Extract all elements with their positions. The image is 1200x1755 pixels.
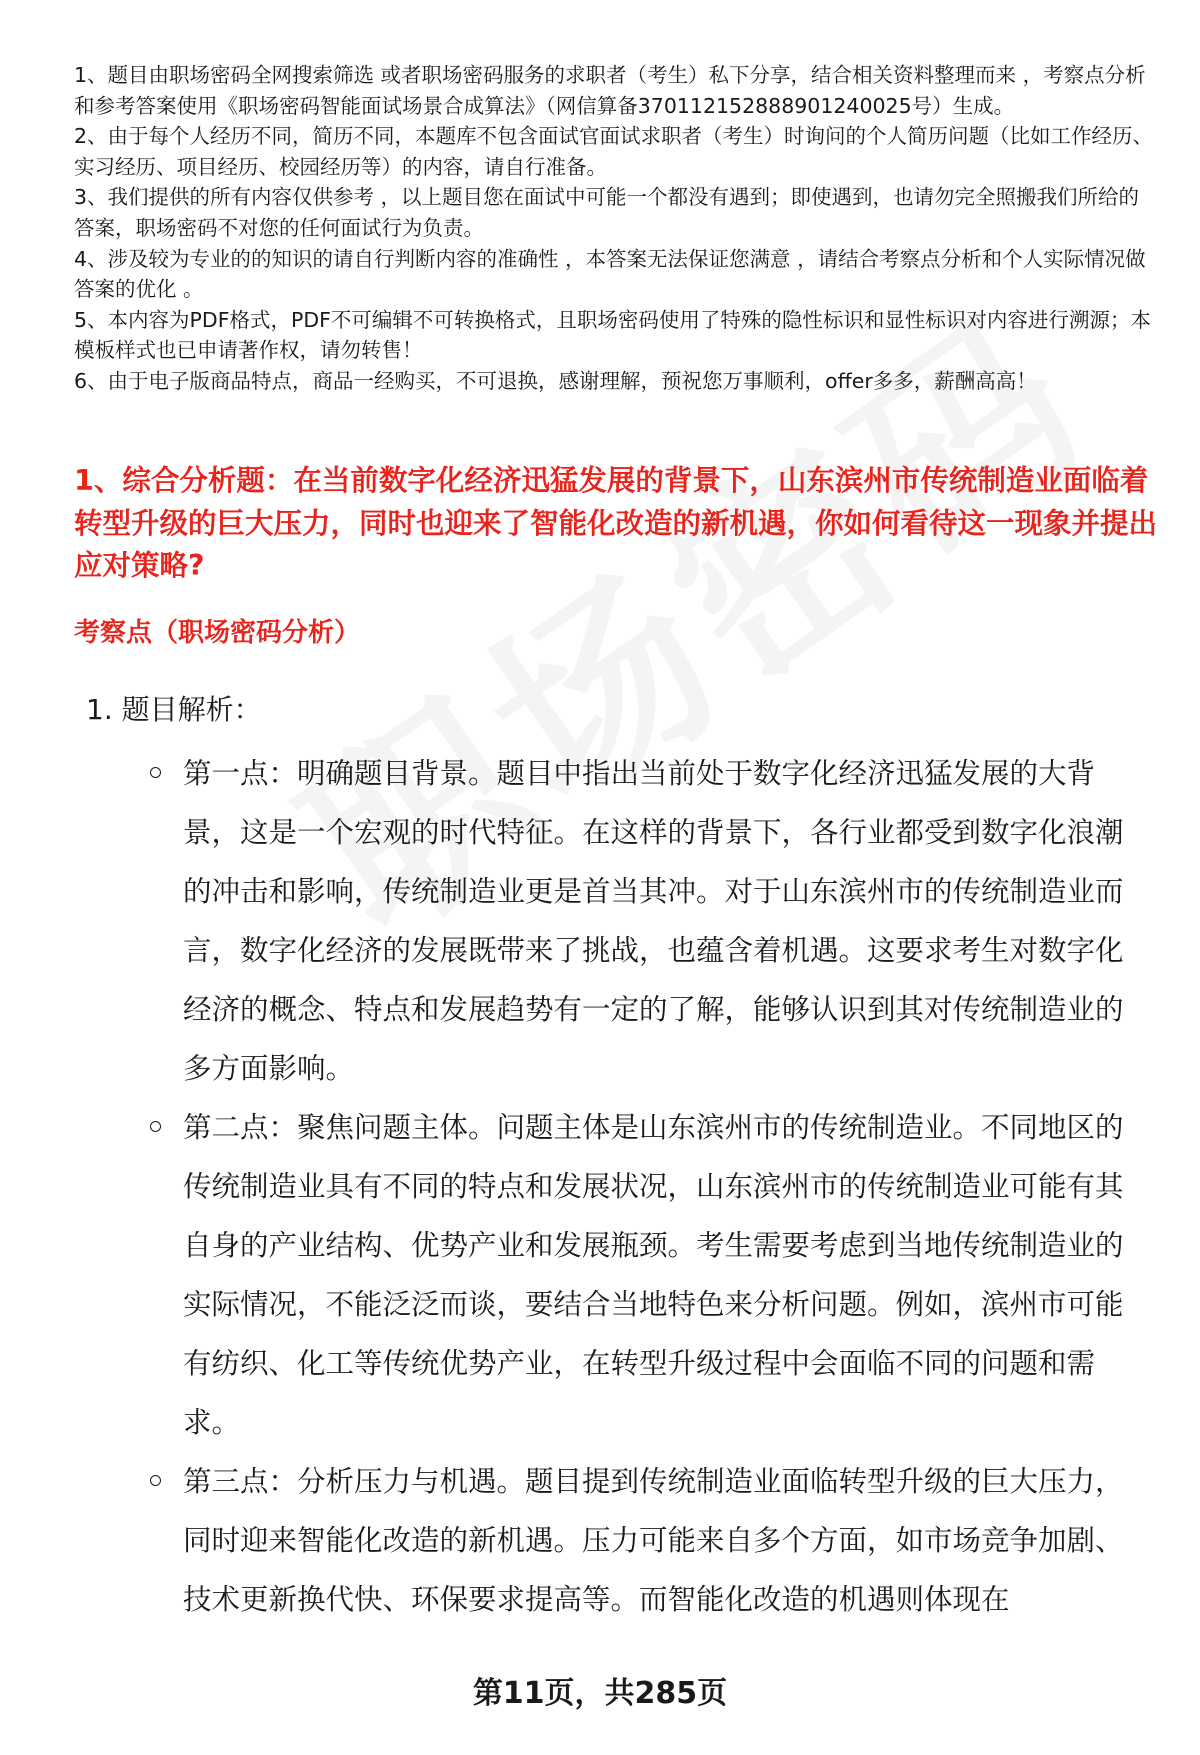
disclaimer-notes [74,60,1154,397]
note-6: 6、由于电子版商品特点，商品一经购买，不可退换，感谢理解，预祝您万事顺利，offer多多，薪酬高高！ [74,368,1037,393]
bullet-text-1: 第一点：明确题目背景。题目中指出当前处于数字化经济迅猛发展的大背景，这是一个宏观的时代特征。在这样的背景下，各行业都受到数字化浪潮的冲击和影响，传统制造业更是首当其冲。对于山东滨州市的传统制造业而言，数字化经济的发展既带来了挑战，也蕴含着机遇。这要求考生对数字化经济的概念、特点和发展趋势有一定的了解，能够认识到其对传统制造业的多方面影响。 [183,757,1124,1085]
bullet-item-1 [148,744,1148,1098]
list-item-heading: 1. 题目解析： [86,693,262,726]
circle-bullet-icon [150,767,161,778]
circle-bullet-icon [150,1475,161,1486]
section-heading: 考察点（职场密码分析） [74,618,361,648]
note-3: 3、我们提供的所有内容仅供参考 ，以上题目您在面试中可能一个都没有遇到；即使遇到，也请勿完全照搬我们所给的答案，职场密码不对您的任何面试行为负责。 [74,185,1140,240]
analysis-bullets [148,744,1148,1629]
note-2: 2、由于每个人经历不同，简历不同，本题库不包含面试官面试求职者（考生）时询问的个人简历问题（比如工作经历、实习经历、项目经历、校园经历等）的内容，请自行准备。 [74,124,1154,179]
note-4: 4、涉及较为专业的的知识的请自行判断内容的准确性 ，本答案无法保证您满意 ，请结合考察点分析和个人实际情况做答案的优化 。 [74,246,1146,302]
question-title: 1、综合分析题：在当前数字化经济迅猛发展的背景下，山东滨州市传统制造业面临着转型升级的巨大压力，同时也迎来了智能化改造的新机遇，你如何看待这一现象并提出应对策略? [74,464,1158,582]
bullet-text-2: 第二点：聚焦问题主体。问题主体是山东滨州市的传统制造业。不同地区的传统制造业具有不同的特点和发展状况，山东滨州市的传统制造业可能有其自身的产业结构、优势产业和发展瓶颈。考生需要考虑到当地传统制造业的实际情况，不能泛泛而谈，要结合当地特色来分析问题。例如，滨州市可能有纺织、化工等传统优势产业，在转型升级过程中会面临不同的问题和需求。 [183,1111,1124,1439]
circle-bullet-icon [150,1121,161,1132]
bullet-text-3: 第三点：分析压力与机遇。题目提到传统制造业面临转型升级的巨大压力，同时迎来智能化改造的新机遇。压力可能来自多个方面，如市场竞争加剧、技术更新换代快、环保要求提高等。而智能化改造的机遇则体现在 [183,1465,1124,1616]
bullet-item-2 [148,1098,1148,1452]
note-5: 5、本内容为PDF格式，PDF不可编辑不可转换格式，且职场密码使用了特殊的隐性标识和显性标识对内容进行溯源；本模板样式也已申请著作权，请勿转售！ [74,307,1151,363]
page-footer: 第11页，共285页 [472,1676,728,1711]
note-1: 1、题目由职场密码全网搜索筛选 或者职场密码服务的求职者（考生）私下分享，结合相关资料整理而来 ，考察点分析和参考答案使用《职场密码智能面试场景合成算法》（网信算备370112152888901240025号）生成。 [74,63,1146,118]
bullet-item-3 [148,1452,1148,1629]
